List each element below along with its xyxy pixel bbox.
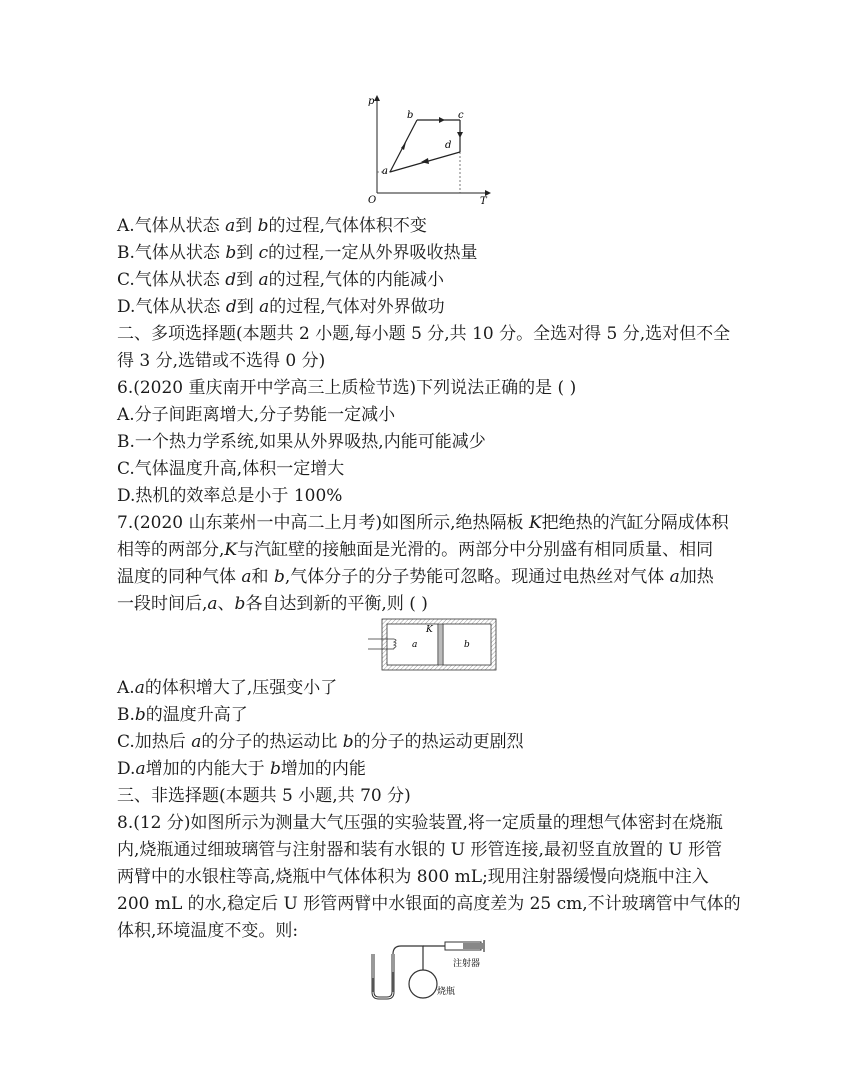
q7-stem-line1: 7.(2020 山东莱州一中高二上月考)如图所示,绝热隔板 K把绝热的汽缸分隔成体积 [117, 513, 729, 533]
q5-option-a: A.气体从状态 a到 b的过程,气体体积不变 [117, 216, 427, 236]
point-b-label: b [407, 110, 414, 121]
syringe-plunger [463, 943, 483, 949]
connecting-tube [393, 946, 423, 970]
section2-heading-line1: 二、多项选择题(本题共 2 小题,每小题 5 分,共 10 分。全选对得 5 分,选对但不全 [117, 324, 731, 344]
label-a: a [412, 640, 418, 650]
q7-option-b: B.b的温度升高了 [117, 705, 248, 725]
arrow-b-c [439, 117, 445, 123]
q7-stem-line2: 相等的两部分,K与汽缸壁的接触面是光滑的。两部分中分别盛有相同质量、相同 [117, 540, 714, 560]
mercury-right [392, 972, 394, 992]
q7-option-d: D.a增加的内能大于 b增加的内能 [117, 759, 366, 779]
label-b: b [464, 640, 470, 650]
pt-diagram [355, 90, 495, 205]
q6-option-b: B.一个热力学系统,如果从外界吸热,内能可能减少 [117, 432, 486, 452]
q7-option-a: A.a的体积增大了,压强变小了 [117, 678, 338, 698]
point-a-label: a [382, 166, 388, 177]
q8-stem-line3: 两臂中的水银柱等高,烧瓶中气体体积为 800 mL;现用注射器缓慢向烧瓶中注入 [117, 867, 709, 887]
u-tube [373, 954, 393, 998]
q8-stem-line5: 体积,环境温度不变。则: [117, 921, 299, 941]
section2-heading-line2: 得 3 分,选错或不选得 0 分) [117, 351, 326, 371]
partition-K [438, 624, 443, 665]
q5-option-b: B.气体从状态 b到 c的过程,一定从外界吸收热量 [117, 243, 478, 263]
q8-stem-line4: 200 mL 的水,稳定后 U 形管两臂中水银面的高度差为 25 cm,不计玻璃管中气体的 [117, 894, 741, 914]
q7-stem-line4: 一段时间后,a、b各自达到新的平衡,则 ( ) [117, 594, 428, 614]
label-K: K [426, 625, 433, 635]
u-tube-inner [373, 954, 393, 998]
point-d-label: d [445, 140, 452, 151]
q7-option-c: C.加热后 a的分子的热运动比 b的分子的热运动更剧烈 [117, 732, 524, 752]
cylinder-diagram [368, 617, 498, 672]
arrow-c-d [457, 132, 463, 138]
apparatus-diagram [365, 932, 500, 1004]
q8-stem-line1: 8.(12 分)如图所示为测量大气压强的实验装置,将一定质量的理想气体密封在烧瓶 [117, 813, 723, 833]
q5-option-d: D.气体从状态 d到 a的过程,气体对外界做功 [117, 297, 445, 317]
axis-p-label: p [368, 96, 375, 107]
origin-label: O [368, 195, 377, 205]
q6-option-a: A.分子间距离增大,分子势能一定减小 [117, 405, 396, 425]
axis-T-label: T [480, 196, 487, 205]
point-c-label: c [458, 110, 464, 121]
q7-stem-line3: 温度的同种气体 a和 b,气体分子的分子势能可忽略。现通过电热丝对气体 a加热 [117, 567, 714, 587]
syringe-label: 注射器 [453, 959, 481, 969]
q8-stem-line2: 内,烧瓶通过细玻璃管与注射器和装有水银的 U 形管连接,最初竖直放置的 U 形管 [117, 840, 723, 860]
q6-option-c: C.气体温度升高,体积一定增大 [117, 459, 345, 479]
flask [409, 970, 437, 998]
mercury-left [372, 978, 374, 992]
q6-stem: 6.(2020 重庆南开中学高三上质检节选)下列说法正确的是 ( ) [117, 378, 577, 398]
q5-option-c: C.气体从状态 d到 a的过程,气体的内能减小 [117, 270, 445, 290]
section3-heading: 三、非选择题(本题共 5 小题,共 70 分) [117, 786, 411, 806]
q6-option-d: D.热机的效率总是小于 100% [117, 486, 343, 506]
flask-label: 烧瓶 [437, 987, 456, 997]
